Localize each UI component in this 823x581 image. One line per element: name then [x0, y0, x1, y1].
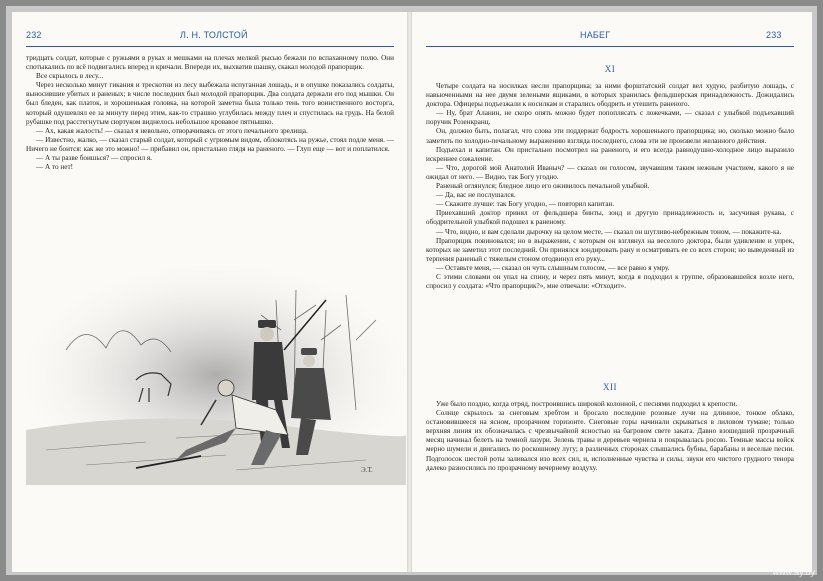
paragraph: — Ну, брат Аланин, не скоро опять можно будет попоплясать с ложечками, — сказал с улыбкой подъехавший поручик Розенкранц. [426, 109, 794, 127]
chapter-xi-text [426, 82, 794, 291]
book-spread [6, 6, 817, 575]
paragraph: — Да, вас не послушался. [436, 191, 516, 200]
paragraph: — А то нет! [36, 163, 73, 172]
illustration-wounded-ensign [26, 260, 406, 485]
paragraph: — Что, видно, и вам сделали дырочку на целом месте, — сказал он шутливо-небрежным тоном, — покажите-ка. [436, 227, 782, 236]
paragraph: Прапорщик повиновался; но в выражении, с которым он взглянул на веселого доктора, были удивление и упрек, которых не заметил этот последний. Он принялся зондировать рану и осматривать ее со всех сторон; но выведенный из терпения раненый с тяжелым стоном отодвинул его руку... [426, 236, 794, 263]
paragraph: — Оставьте меня, — сказал он чуть слышным голосом, — все равно я умру. [436, 263, 670, 272]
paragraph: тридцать солдат, которые с ружьями в руках и мешками на плечах мелкой рысью бежали по вспаханному полю. Они спотыкались по всё подвигались вперед и кричали. Впереди их, выхватив шашку, скакал молодой прапорщик. [26, 54, 394, 72]
paragraph: — Известно, жалко, — сказал старый солдат, который с угрюмым видом, облокотясь на ружье, стоял подле меня. — Ничего не боится: как же это можно! — прибавил он, пристально глядя на раненого. — Глуп еще — вот и поплатился. [26, 135, 394, 153]
paragraph: Он, должно быть, полагал, что слова эти поддержат бодрость хорошенького прапорщика; но, сколько можно было заметить по холодно-печальному выражению взгляда последнего, слова эти не произвели желанного действия. [426, 127, 794, 145]
paragraph: Четыре солдата на носилках несли прапорщика; за ними форштатский солдат вел худую, разбитую лошадь, с навьюченными на нее двумя зелеными ящиками, в которых хранилась фельдшерская принадлежность. Дожидались доктора. Офицеры подъезжали к носилкам и старались ободрить и утешить раненого. [426, 82, 794, 109]
paragraph: — Скажите лучше: так Богу угодно, — повторил капитан. [436, 200, 615, 209]
paragraph: — Что, дорогой мой Анатолий Иваныч? — сказал он голосом, звучавшим таким нежным участием, какого я не ожидал от него. — Видно, так Богу угодно. [426, 163, 794, 181]
paragraph: С этими словами он упал на спину, и через пять минут, когда я подходил к группе, образовавшейся возле него, спросил у солдата: «Что прапорщик?», мне отвечали: «Отходит». [426, 272, 794, 291]
page-number-left: 232 [26, 30, 42, 40]
chapter-heading-xi: XI [604, 64, 616, 74]
running-title-left: Л. Н. ТОЛСТОЙ [180, 30, 248, 40]
paragraph: Солнце скрылось за снеговым хребтом и бросало последние розовые лучи на длинное, тонкое облако, остановившееся на ясном, прозрачном горизонте. Снеговые горы начинали скрываться в лиловом тумане; только верхняя линия их обозначалась с чрезвычайной ясностью на багровом свете заката. Давно взошедший прозрачный месяц начинал белеть на темной лазури. Зелень травы и деревьев чернела и покрывалась росою. Темные массы войск мерно шумели и двигались по роскошному лугу; в различных сторонах слышались бубны, барабаны и веселые песни. Подголосок шестой роты заливался изо всех сил, и, исполненные чувства и силы, звуки его чистого грудного тенора далеко разносились по прозрачному вечернему воздуху. [426, 409, 794, 472]
paragraph: Раненый оглянулся; бледное лицо его оживилось печальной улыбкой. [436, 182, 650, 191]
paragraph: Все скрылось в лесу... [36, 72, 104, 81]
right-page [412, 12, 812, 572]
watermark: www.ay.by [772, 567, 815, 577]
paragraph: — Ах, какая жалость! — сказал я невольно, отворачиваясь от этого печального зрелища. [36, 126, 308, 135]
paragraph: Через несколько минут гикания и трескотни из лесу выбежала испуганная лошадь, и в опушке показались солдаты, выносившие убитых и раненых; в числе последних был молодой прапорщик. Два солдата держали его под мышки. Он был бледен, как платок, и хорошенькая головка, на которой заметна была только тень того воинственного восторга, который одушевлял ее за минуту перед этим, как-то страшно углубилась между плеч и спустилась на грудь. На белой рубашке под расстегнутым сюртуком виднелось небольшое кровавое пятнышко. [26, 81, 394, 126]
chapter-xii-text [426, 400, 794, 473]
paragraph: Приехавший доктор принял от фельдшера бинты, зонд и другую принадлежность и, засучивая рукава, с ободрительной улыбкой подошел к раненому. [426, 209, 794, 227]
page-number-right: 233 [766, 30, 782, 40]
chapter-heading-xii: XII [603, 382, 617, 392]
left-page-text [26, 54, 394, 172]
left-page [12, 12, 407, 572]
running-title-right: НАБЕГ [580, 30, 611, 40]
header-rule-right [426, 46, 794, 47]
header-rule-left [26, 46, 394, 47]
paragraph: Подъехал и капитан. Он пристально посмотрел на раненого, и его всегда равнодушно-холодное лицо выразило искреннее сожаление. [426, 145, 794, 163]
svg-text:Э.Т.: Э.Т. [361, 466, 373, 474]
paragraph: Уже было поздно, когда отряд, построившись широкой колонной, с песнями подходил к крепости. [436, 400, 738, 408]
paragraph: — А ты разве боишься? — спросил я. [36, 154, 153, 163]
